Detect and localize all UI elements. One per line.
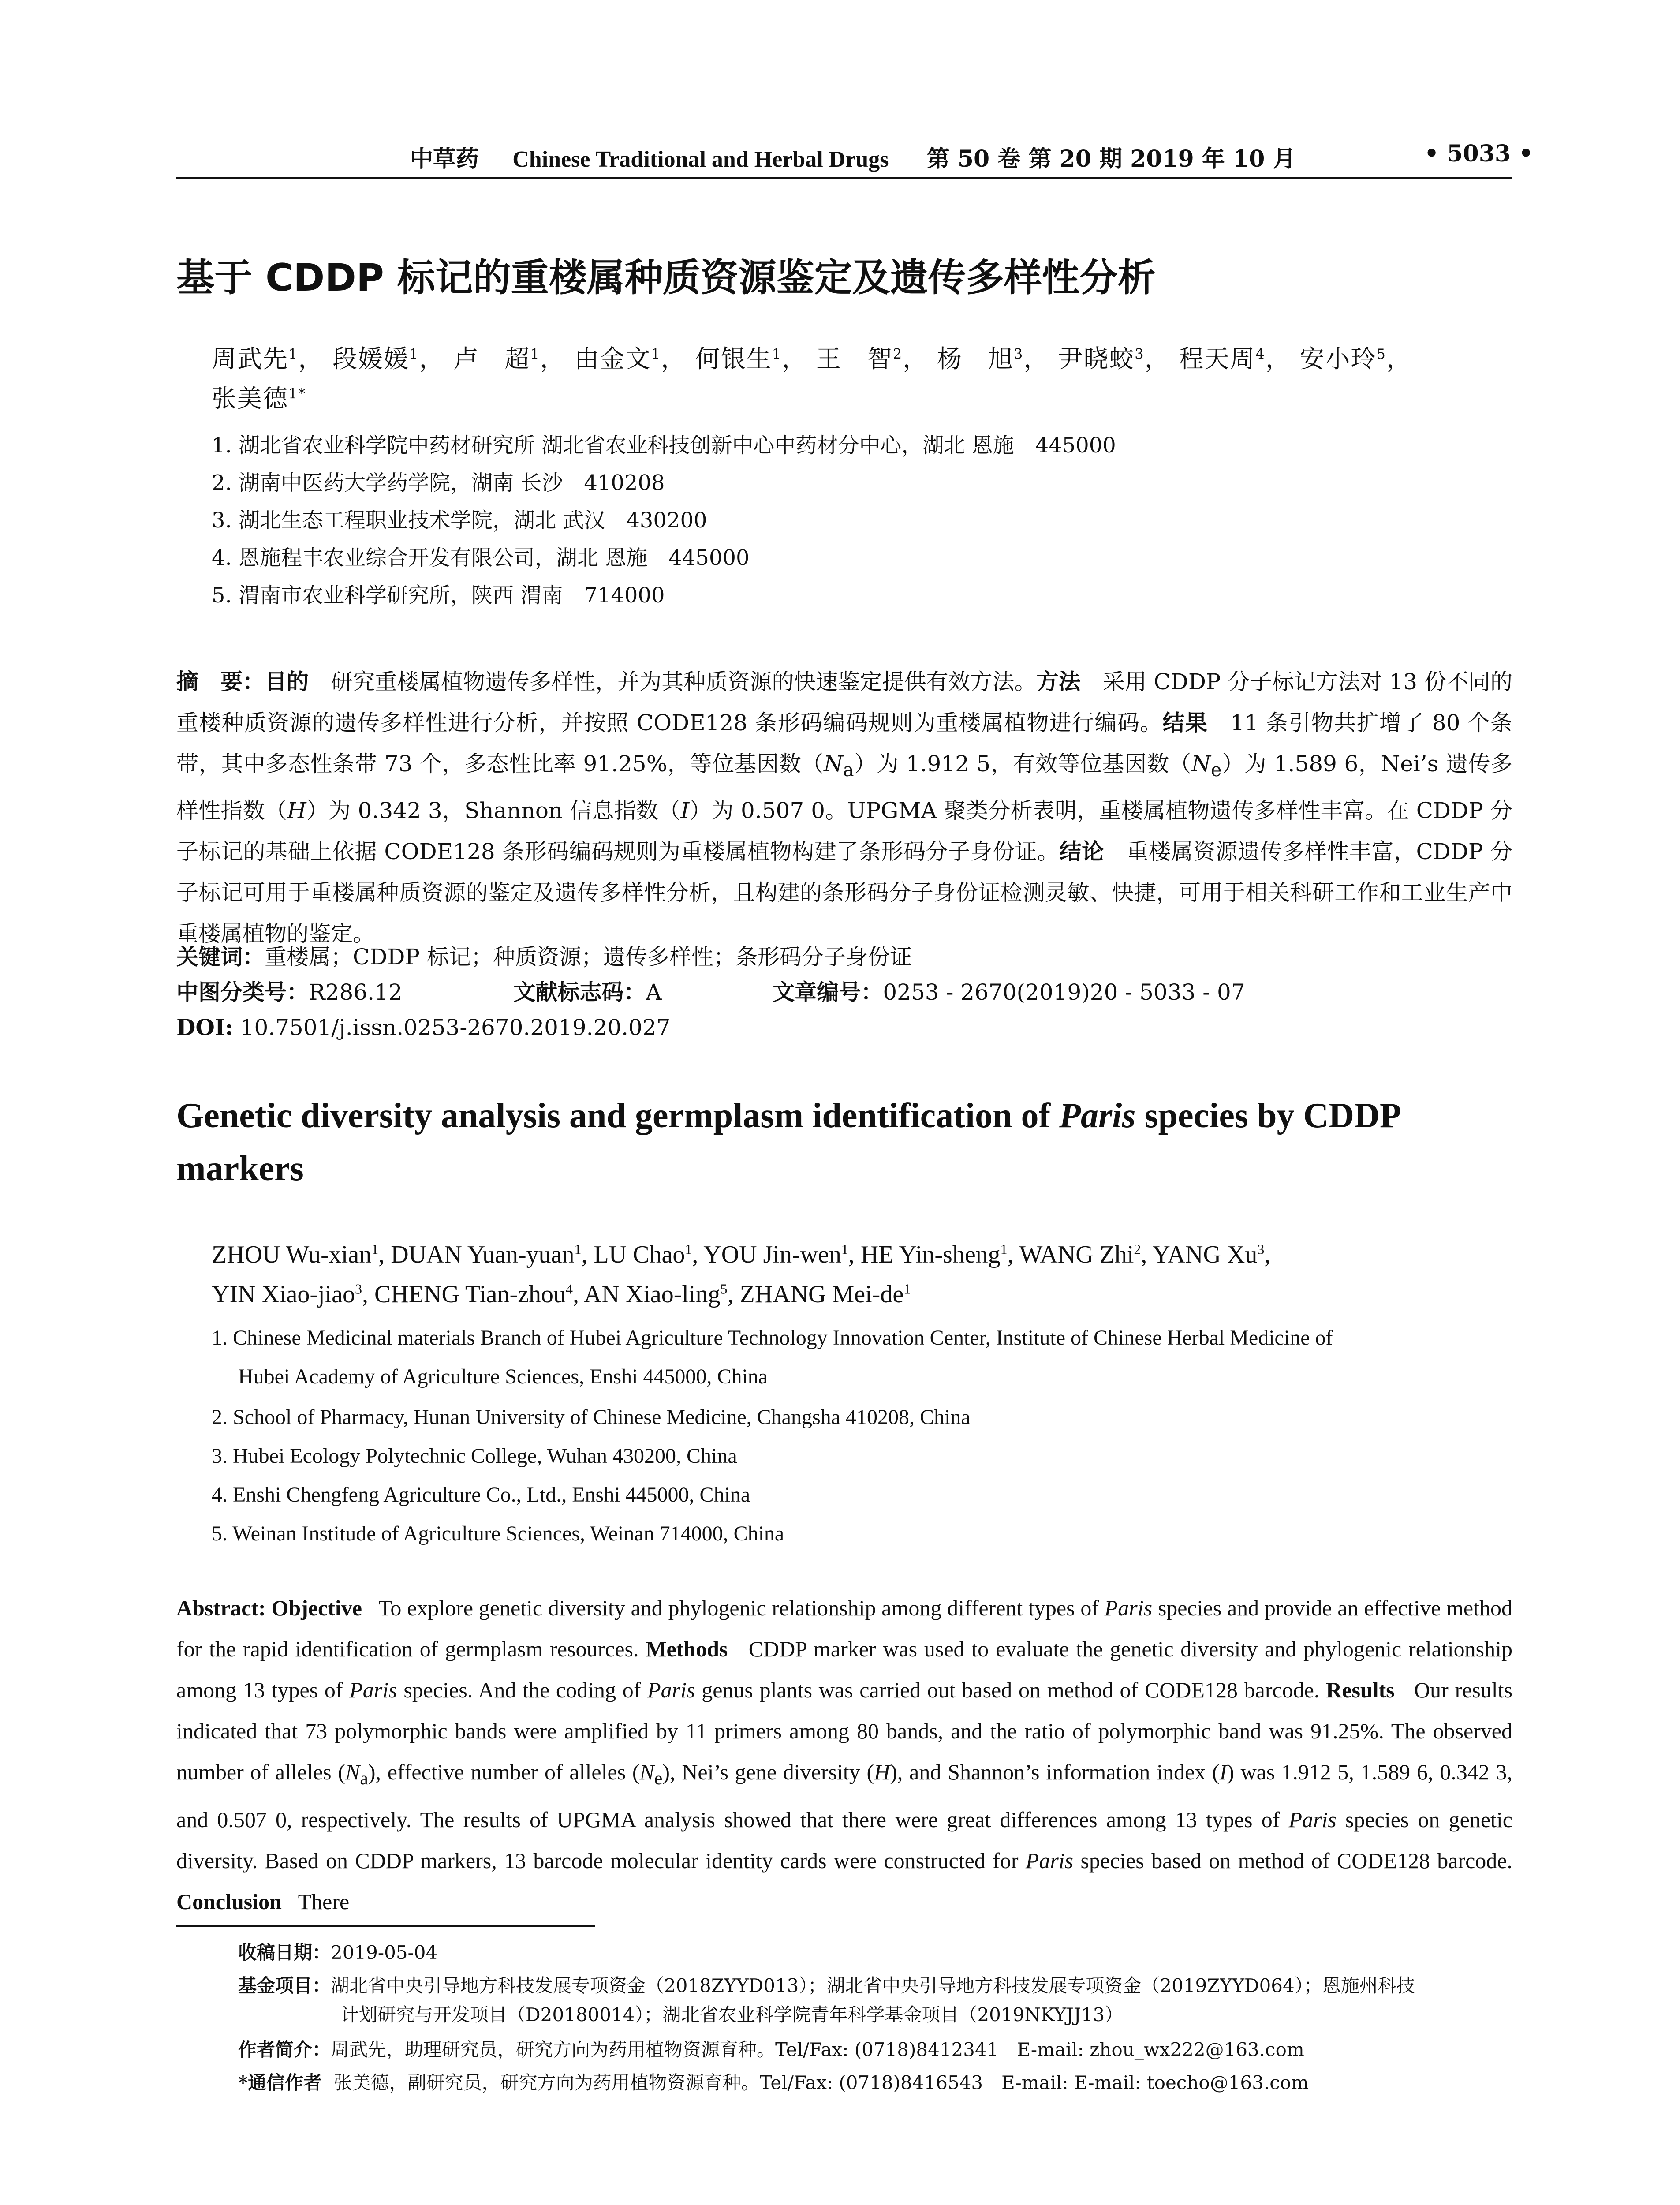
author-cn: 杨 旭 [937, 345, 1014, 374]
symbol-na: N [823, 751, 843, 777]
author-en: AN Xiao-ling [583, 1281, 721, 1308]
footnote-value: 张美德，副研究员，研究方向为药用植物资源育种。Tel/Fax: (0718)8416543 E-mail: E-mail: toecho@163.com [333, 2072, 1309, 2093]
abstract-en-text: species. And the coding of [397, 1678, 648, 1702]
author-sup: 1 [574, 1241, 582, 1257]
author-cn: 安小玲 [1299, 345, 1377, 374]
author-sup: 3 [1257, 1241, 1265, 1257]
abstract-en-text: genus plants was carried out based on method of CODE128 barcode. [695, 1678, 1326, 1702]
abstract-en-text: To explore genetic diversity and phylogenic relationship among different types of [378, 1596, 1105, 1620]
author-sup: 1 [685, 1241, 692, 1257]
author-sup: 1 [651, 345, 661, 363]
footnote-author [238, 2035, 1512, 2064]
genus-italic: Paris [647, 1678, 695, 1702]
footnote-value: 湖北省中央引导地方科技发展专项资金（2018ZYYD013）；湖北省中央引导地方科技发展专项资金（2019ZYYD064）；恩施州科技 [331, 1975, 1415, 1996]
affiliation-cn-1: 1. 湖北省农业科学院中药材研究所 湖北省农业科技创新中心中药材分中心，湖北 恩施 445000 [212, 433, 1116, 458]
footnote-value: 2019-05-04 [331, 1942, 438, 1963]
results-text: ）为 1.912 5，有效等位基因数（ [854, 751, 1192, 777]
footnote-received [238, 1938, 1512, 1967]
author-en: YOU Jin-wen [703, 1241, 841, 1268]
genus-italic: Paris [1104, 1596, 1153, 1620]
conclusion-en-label: Conclusion [176, 1889, 282, 1914]
authors-cn-line2 [212, 379, 1512, 419]
conclusion-text: 重楼属资源遗传多样性丰富，CDDP 分子标记可用于重楼属种质资源的鉴定及遗传多样性分析，且构建的条形码分子身份证检测灵敏、快捷，可用于相关科研工作和工业生产中重楼属植物的鉴定。 [176, 839, 1512, 946]
conclusion-label: 结论 [1059, 839, 1104, 864]
abstract-label: 摘 要： [176, 669, 265, 695]
author-en: ZHOU Wu-xian [212, 1241, 372, 1268]
symbol-h: H [287, 798, 306, 823]
abstract-en-text: CDDP marker was used to evaluate the genetic diversity and phylogenic relationship among 13 types of [176, 1637, 1513, 1702]
author-sup: 3 [1014, 345, 1024, 363]
footnote-rule [176, 1925, 595, 1927]
symbol-sub: e [654, 1768, 663, 1789]
doc-value: A [646, 979, 662, 1005]
author-sup: 5 [1376, 345, 1386, 363]
author-cn: 段媛媛 [332, 345, 410, 374]
affiliation-en-1 [212, 1319, 1512, 1396]
affiliation-en-text: 1. Chinese Medicinal materials Branch of Hubei Agriculture Technology Innovation Center, Institute of Chinese Herbal Medicine of [212, 1326, 1333, 1349]
keywords-value: 重楼属；CDDP 标记；种质资源；遗传多样性；条形码分子身份证 [265, 944, 912, 970]
journal-name-cn: 中草药 [410, 146, 479, 172]
keywords-cn [176, 939, 912, 975]
journal-issue: 第 50 卷 第 20 期 2019 年 10 月 [926, 146, 1296, 172]
footnote-corresponding [238, 2068, 1512, 2097]
footnote-label: 收稿日期： [238, 1942, 331, 1963]
results-en-label: Results [1326, 1678, 1395, 1702]
author-en: HE Yin-sheng [860, 1241, 1001, 1268]
author-en: YANG Xu [1152, 1241, 1258, 1268]
author-cn: 程天周 [1179, 345, 1256, 374]
journal-header [410, 140, 1296, 173]
symbol-h: H [874, 1760, 890, 1784]
abstract-en-text: species on genetic diversity. Based on CDDP markers, 13 barcode molecular identity cards were constructed for [176, 1807, 1512, 1873]
footnote-label: 作者简介： [238, 2039, 331, 2060]
author-sup: 5 [720, 1281, 728, 1297]
results-text: ）为 0.342 3，Shannon 信息指数（ [306, 798, 681, 823]
author-sup: 1 [772, 345, 782, 363]
clc-value: R286.12 [309, 979, 403, 1005]
affiliation-en-text: Hubei Academy of Agriculture Sciences, Enshi 445000, China [238, 1365, 768, 1388]
authors-en-line2: YIN Xiao-jiao$^3$, CHENG Tian-zhou$^4$, AN Xiao-ling$^5$, ZHANG Mei-$de^1$ [212, 1281, 911, 1308]
article-label: 文章编号： [773, 979, 883, 1005]
author-en: LU Chao [594, 1241, 685, 1268]
authors-en [212, 1235, 1512, 1314]
author-cn: 尹晓蛟 [1058, 345, 1135, 374]
abstract-en-text: ) was 1.912 5, 1.589 6, 0.342 3, and 0.507 0, respectively. The results of UPGMA analysis showed that there were great differences among 13 types of [176, 1760, 1512, 1832]
doc-label: 文献标志码： [513, 979, 646, 1005]
abstract-en-text: species and provide an effective method for the rapid identification of germplasm resources. [176, 1596, 1512, 1661]
keywords-label: 关键词： [176, 944, 265, 970]
author-sup: 1 [1000, 1241, 1008, 1257]
symbol-na: N [345, 1760, 360, 1784]
affiliation-en-2: 2. School of Pharmacy, Hunan University of Chinese Medicine, Changsha 410208, China [212, 1405, 971, 1429]
author-sup: 2 [1134, 1241, 1141, 1257]
abstract-en-text: ), Nei’s gene diversity ( [662, 1760, 874, 1784]
methods-text: 采用 CDDP 分子标记方法对 13 份不同的重楼种质资源的遗传多样性进行分析，并按照 CODE128 条形码编码规则为重楼属植物进行编码。 [176, 669, 1513, 736]
genus-italic: Paris [1025, 1848, 1074, 1873]
author-cn: 王 智 [816, 345, 893, 374]
author-cn: 卢 超 [453, 345, 530, 374]
title-cn: 基于 CDDP 标记的重楼属种质资源鉴定及遗传多样性分析 [176, 256, 1156, 300]
abstract-cn [176, 662, 1512, 954]
affiliation-en-5: 5. Weinan Institude of Agriculture Sciences, Weinan 714000, China [212, 1522, 784, 1545]
objective-label: 目的 [265, 669, 309, 695]
footnote-value: 计划研究与开发项目（D20180014）；湖北省农业科学院青年科学基金项目（2019NKYJJ13） [340, 2004, 1124, 2026]
footnote-fund [238, 1971, 1512, 2029]
author-sup: 1 [371, 1241, 379, 1257]
title-en-part: Genetic diversity analysis and germplasm identification of [176, 1096, 1060, 1135]
article-value: 0253 - 2670(2019)20 - 5033 - 07 [883, 979, 1245, 1005]
results-text: ）为 0.507 0。UPGMA 聚类分析表明，重楼属植物遗传多样性丰富。在 CDDP 分子标记的基础上依据 CODE128 条形码编码规则为重楼属植物构建了条形码分子身份证。 [176, 798, 1512, 864]
affiliation-cn-4: 4. 恩施程丰农业综合开发有限公司，湖北 恩施 445000 [212, 546, 750, 570]
footnote-label: *通信作者 [238, 2072, 322, 2093]
affiliation-cn-3: 3. 湖北生态工程职业技术学院，湖北 武汉 430200 [212, 508, 707, 533]
author-sup: 1 [409, 345, 419, 363]
author-sup: 1 [841, 1241, 848, 1257]
author-sup: 3 [1135, 345, 1145, 363]
genus-italic: Paris [1288, 1807, 1337, 1832]
author-cn: 张美德 [212, 385, 288, 413]
author-cn: 由金文 [574, 345, 651, 374]
abstract-en-text: Our results indicated that 73 polymorphic bands were amplified by 11 primers among 80 bands, and the ratio of polymorphic band was 91.25%. The observed number of alleles ( [176, 1678, 1513, 1784]
affiliation-cn-2: 2. 湖南中医药大学药学院，湖南 长沙 410208 [212, 471, 665, 495]
doi-value[interactable]: 10.7501/j.issn.0253-2670.2019.20.027 [240, 1015, 671, 1040]
author-en: YIN Xiao-jiao [212, 1281, 355, 1308]
results-text: ）为 1.589 6，Nei’s 遗传多样性指数（ [176, 751, 1512, 823]
results-label: 结果 [1162, 710, 1208, 736]
abstract-en-label: Abstract: Objective [176, 1596, 362, 1620]
methods-label: 方法 [1036, 669, 1081, 695]
symbol-sub: a [360, 1768, 368, 1789]
symbol-sub: a [843, 759, 854, 781]
symbol-ne: N [1191, 751, 1211, 777]
author-sup: 1 [288, 345, 299, 363]
authors-cn-line1: 周武先$^1$， 段媛媛$^1$， 卢 超$^1$， 由金文$^1$， 何银生$^1$， 王 智$^2$， 杨 旭$^3$， 尹晓蛟$^3$， 程天周$^4$， 安小玲$^5$， [212, 345, 1412, 374]
symbol-i: I [680, 798, 690, 823]
title-en-genus: Paris [1059, 1096, 1136, 1135]
page-number: • 5033 • [1424, 140, 1534, 167]
author-cn: 周武先 [212, 345, 288, 374]
methods-en-label: Methods [646, 1637, 728, 1661]
author-en: WANG Zhi [1019, 1241, 1134, 1268]
symbol-sub: e [1210, 759, 1222, 781]
title-en [176, 1089, 1512, 1195]
author-sup: 1 [903, 1281, 911, 1297]
author-sup: 2 [892, 345, 903, 363]
author-sup: 1 [530, 345, 540, 363]
authors-en-line1: ZHOU Wu-xian$^1$, DUAN Yuan-yuan$^1$, LU Chao$^1$, YOU Jin-wen$^1$, HE Yin-sheng$^1$, WANG Zhi$^2$, YANG Xu$^3$, [212, 1241, 1271, 1268]
clc-label: 中图分类号： [176, 979, 309, 1005]
affiliation-cn-5: 5. 渭南市农业科学研究所，陕西 渭南 714000 [212, 583, 665, 608]
journal-name-en: Chinese Traditional and Herbal Drugs [512, 147, 889, 172]
abstract-en-text: species based on method of CODE128 barcode. [1073, 1848, 1512, 1873]
affiliation-en-3: 3. Hubei Ecology Polytechnic College, Wuhan 430200, China [212, 1444, 737, 1468]
abstract-en-text: ), effective number of alleles ( [368, 1760, 640, 1784]
symbol-i: I [1219, 1760, 1227, 1784]
footnote-value: 周武先，助理研究员，研究方向为药用植物资源育种。Tel/Fax: (0718)8412341 E-mail: zhou_wx222@163.com [331, 2039, 1304, 2060]
author-en: DUAN Yuan-yuan [391, 1241, 575, 1268]
doi-line [176, 1010, 670, 1045]
abstract-en-text: ), and Shannon’s information index ( [890, 1760, 1220, 1784]
author-sup: 1* [288, 385, 306, 402]
affiliation-en-4: 4. Enshi Chengfeng Agriculture Co., Ltd., Enshi 445000, China [212, 1483, 750, 1506]
author-en: CHENG Tian-zhou [374, 1281, 566, 1308]
author-en: ZHANG Mei-de [739, 1281, 904, 1308]
author-cn: 何银生 [695, 345, 772, 374]
doi-label: DOI: [176, 1014, 233, 1040]
objective-text: 研究重楼属植物遗传多样性，并为其种质资源的快速鉴定提供有效方法。 [331, 669, 1037, 695]
footnote-label: 基金项目： [238, 1975, 331, 1996]
author-sup: 4 [1255, 345, 1266, 363]
authors-cn [212, 340, 1512, 419]
classification-line [176, 975, 1245, 1010]
title-en-part: species by CDDP markers [176, 1096, 1400, 1188]
results-text: 11 条引物共扩增了 80 个条带，其中多态性条带 73 个，多态性比率 91.25%，等位基因数（ [176, 710, 1512, 777]
abstract-en [176, 1588, 1512, 1922]
author-sup: 3 [355, 1281, 362, 1297]
header-rule [176, 177, 1512, 179]
abstract-en-text: There [298, 1889, 350, 1914]
symbol-ne: N [639, 1760, 654, 1784]
author-sup: 4 [566, 1281, 573, 1297]
genus-italic: Paris [349, 1678, 397, 1702]
